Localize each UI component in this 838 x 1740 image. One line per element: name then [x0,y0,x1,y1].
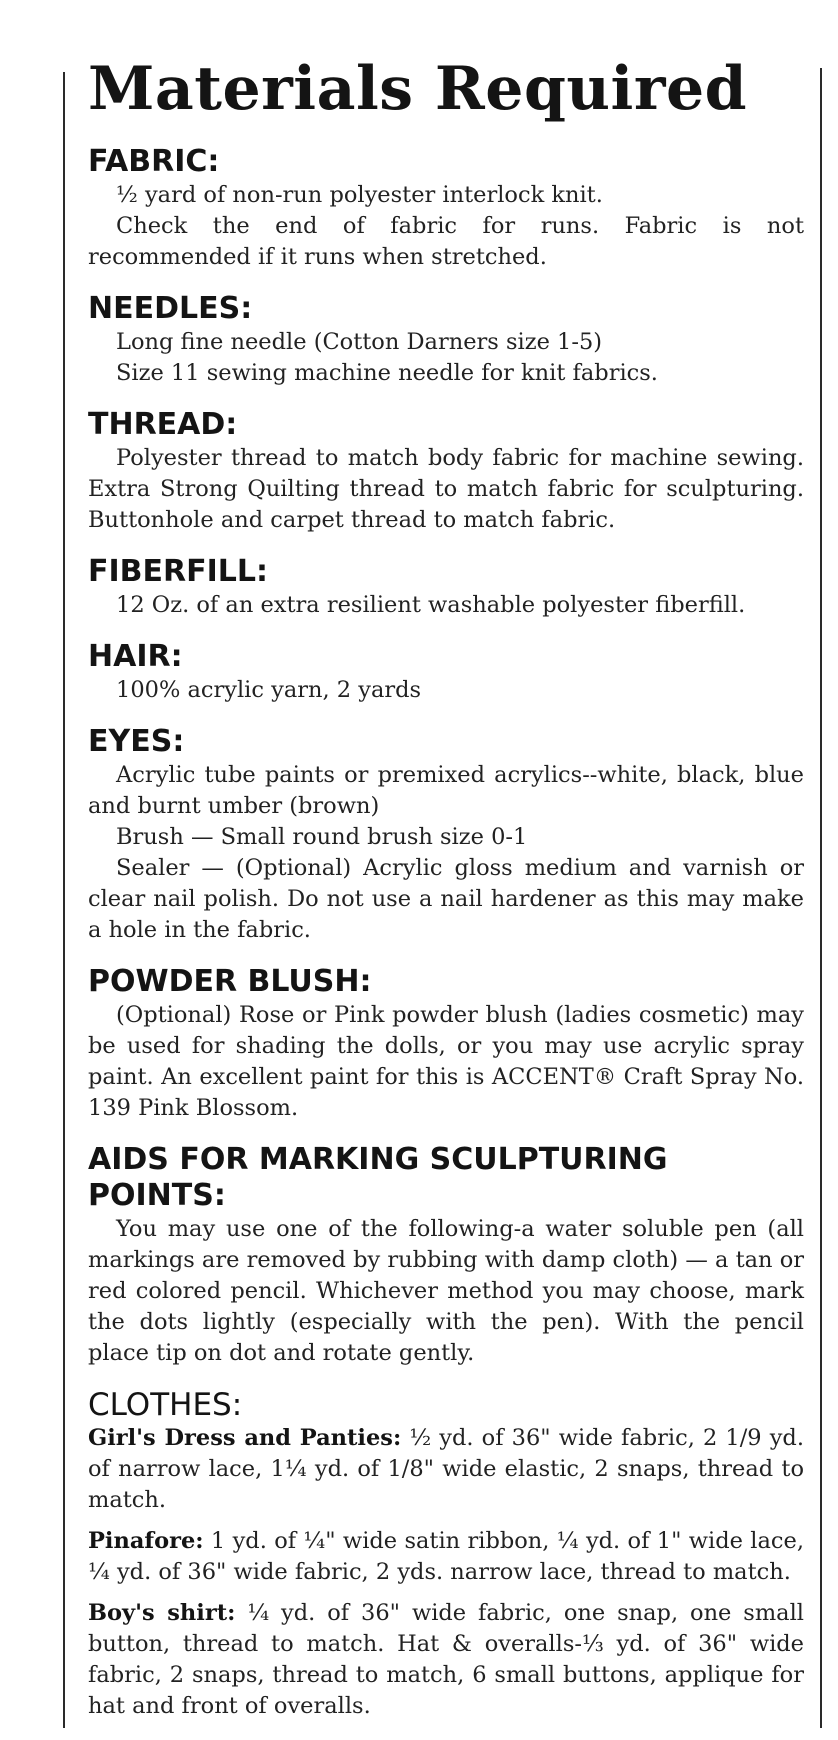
section-heading: AIDS FOR MARKING SCULPTURING POINTS: [88,1142,668,1213]
section-fabric [88,144,804,273]
clothes-item-label: Boy's shirt: [88,1600,236,1626]
section-line: Check the end of fabric for runs. Fabric is not recommended if it runs when stretched. [88,213,804,270]
section-line: Long fine needle (Cotton Darners size 1-5) [116,329,603,355]
clothes-item-text: ¼ yd. of 36" wide fabric, one snap, one small button, thread to match. Hat & overalls-⅓ yd. of 36" wide fabric, 2 snaps, thread to match, 6 small buttons, applique for hat and front of overalls. [88,1600,804,1719]
clothes-item-boys-shirt [88,1598,804,1722]
section-line: Acrylic tube paints or premixed acrylics--white, black, blue and burnt umber (brown) [88,762,804,819]
section-heading: EYES: [88,724,185,759]
section-line: Brush — Small round brush size 0-1 [116,824,528,850]
clothes-item-label: Pinafore: [88,1528,204,1554]
section-heading: FIBERFILL: [88,554,268,589]
section-clothes [88,1387,804,1722]
section-heading: THREAD: [88,407,238,442]
materials-content [88,52,804,1740]
section-heading: POWDER BLUSH: [88,964,372,999]
clothes-item-pinafore [88,1526,804,1588]
section-heading: HAIR: [88,639,183,674]
section-heading: NEEDLES: [88,291,253,326]
clothes-item-text: ½ yd. of 36" wide fabric, 2 1/9 yd. of narrow lace, 1¼ yd. of 1/8" wide elastic, 2 snaps, thread to match. [88,1425,804,1513]
right-border-rule [820,68,822,1728]
section-line: Polyester thread to match body fabric for machine sewing. Extra Strong Quilting thread to match fabric for sculpturing. Buttonhole and carpet thread to match fabric. [88,445,804,533]
section-eyes [88,724,804,946]
section-needles [88,291,804,389]
section-aids-for-marking [88,1142,804,1369]
section-heading: FABRIC: [88,144,220,179]
section-line: 100% acrylic yarn, 2 yards [116,677,422,703]
section-line: You may use one of the following-a water soluble pen (all markings are removed by rubbing with damp cloth) — a tan or red colored pencil. Whichever method you may choose, mark the dots lightly (especially with the pen). With the pencil place tip on dot and rotate gently. [88,1216,804,1366]
page-title: Materials Required [88,54,748,124]
section-thread [88,407,804,536]
section-powder-blush [88,964,804,1124]
clothes-item-text: 1 yd. of ¼" wide satin ribbon, ¼ yd. of 1" wide lace, ¼ yd. of 36" wide fabric, 2 yds. narrow lace, thread to match. [88,1528,804,1585]
left-border-rule [63,72,65,1728]
clothes-item-label: Girl's Dress and Panties: [88,1425,402,1451]
section-heading: CLOTHES: [88,1387,243,1423]
clothes-item-girls-dress [88,1423,804,1516]
section-hair [88,639,804,706]
section-fiberfill [88,554,804,621]
section-line: Sealer — (Optional) Acrylic gloss medium and varnish or clear nail polish. Do not use a nail hardener as this may make a hole in the fabric. [88,855,804,943]
section-line: Size 11 sewing machine needle for knit fabrics. [116,360,658,386]
section-line: 12 Oz. of an extra resilient washable polyester fiberfill. [116,592,746,618]
section-line: ½ yard of non-run polyester interlock knit. [116,182,603,208]
section-line: (Optional) Rose or Pink powder blush (ladies cosmetic) may be used for shading the dolls, or you may use acrylic spray paint. An excellent paint for this is ACCENT® Craft Spray No. 139 Pink Blossom. [88,1002,804,1121]
